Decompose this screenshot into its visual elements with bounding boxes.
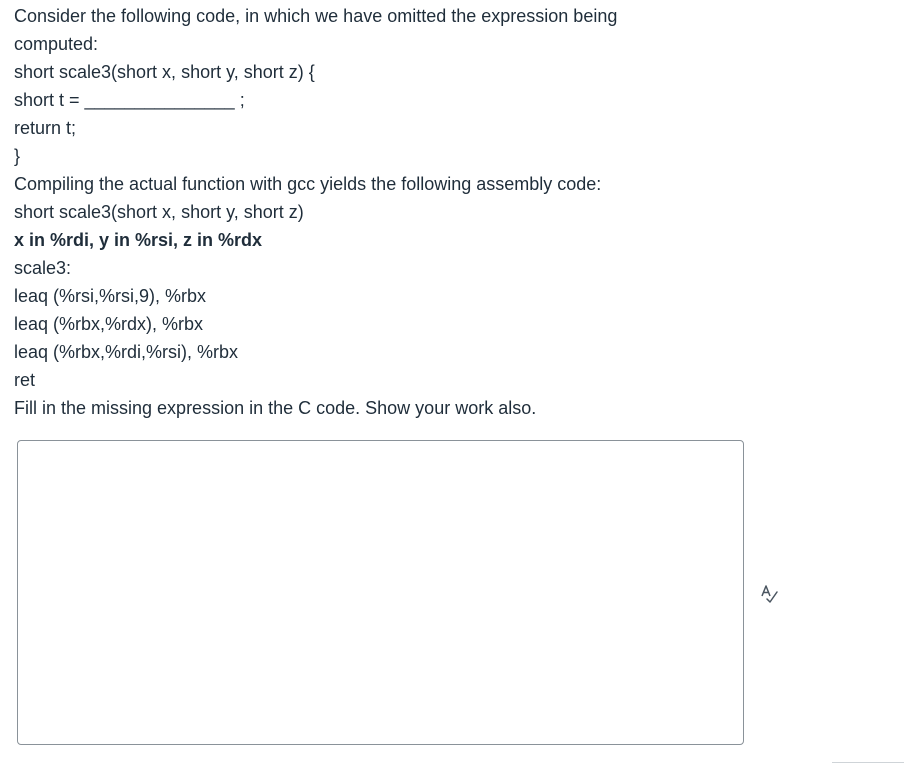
code-assignment: short t = _______________ ; xyxy=(14,90,245,110)
divider xyxy=(832,762,904,763)
asm-line: leaq (%rsi,%rsi,9), %rbx xyxy=(14,286,207,306)
code-signature: short scale3(short x, short y, short z) { xyxy=(14,62,315,82)
question-prompt: Fill in the missing expression in the C code. Show your work also. xyxy=(14,398,537,418)
answer-textarea[interactable] xyxy=(17,440,744,745)
register-map: x in %rdi, y in %rsi, z in %rdx xyxy=(14,230,263,250)
compile-text: Compiling the actual function with gcc yields the following assembly code: xyxy=(14,174,602,194)
spellcheck-icon[interactable] xyxy=(758,582,780,604)
asm-line: leaq (%rbx,%rdi,%rsi), %rbx xyxy=(14,342,239,362)
code-closing-brace: } xyxy=(14,146,21,166)
code-return: return t; xyxy=(14,118,77,138)
question-intro: Consider the following code, in which we have omitted the expression being computed: xyxy=(14,6,618,54)
asm-line: leaq (%rbx,%rdx), %rbx xyxy=(14,314,204,334)
question-text xyxy=(14,2,694,422)
asm-label: scale3: xyxy=(14,258,72,278)
asm-signature: short scale3(short x, short y, short z) xyxy=(14,202,304,222)
asm-line: ret xyxy=(14,370,36,390)
